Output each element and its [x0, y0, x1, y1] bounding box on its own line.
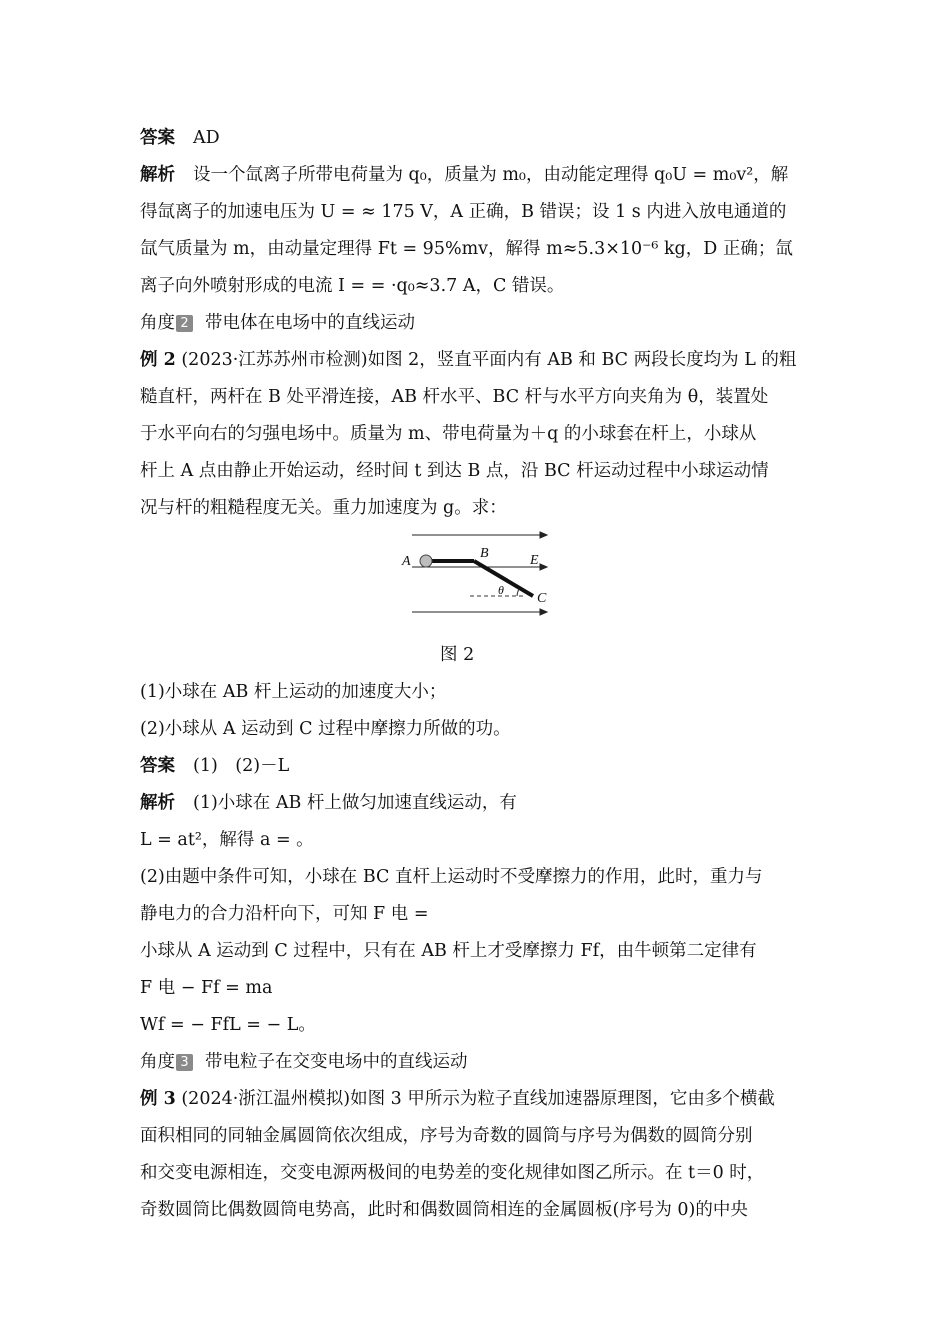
example-2-line-4: 杆上 A 点由静止开始运动，经时间 t 到达 B 点，沿 BC 杆运动过程中小球运动情	[140, 461, 769, 481]
example-label: 例 2	[140, 350, 176, 370]
label-c: C	[537, 591, 547, 606]
analysis-2-line-7: Wf = − FfL = − L。	[140, 1015, 316, 1035]
analysis-2-line-5: 小球从 A 运动到 C 过程中，只有在 AB 杆上才受摩擦力 Ff，由牛顿第二定律有	[140, 941, 757, 961]
analysis-text: (1)小球在 AB 杆上做匀加速直线运动，有	[193, 793, 517, 813]
analysis-1-line-4: 离子向外喷射形成的电流 I = = ·q₀≈3.7 A，C 错误。	[140, 276, 565, 296]
analysis-1-line-2: 得氙离子的加速电压为 U = ≈ 175 V，A 正确，B 错误；设 1 s 内进入放电通道的	[140, 202, 787, 222]
analysis-1-line-1	[140, 163, 820, 187]
field-arrow-middle	[540, 564, 547, 570]
answer-text: (1) (2)－L	[193, 756, 290, 776]
answer-label: 答案	[140, 756, 175, 776]
example-text: (2023·江苏苏州市检测)如图 2，竖直平面内有 AB 和 BC 两段长度均为 L 的粗	[181, 350, 797, 370]
analysis-2-line-4: 静电力的合力沿杆向下，可知 F 电 =	[140, 904, 429, 924]
answer-label: 答案	[140, 128, 175, 148]
analysis-2-line-2: L = at²，解得 a = 。	[140, 830, 314, 850]
label-theta: θ	[498, 583, 504, 597]
field-arrow-top	[540, 532, 547, 538]
angle-3-heading	[140, 1050, 820, 1074]
example-2-line-1	[140, 348, 820, 372]
question-2: (2)小球从 A 运动到 C 过程中摩擦力所做的功。	[140, 719, 511, 739]
example-2-line-5: 况与杆的粗糙程度无关。重力加速度为 g。求：	[140, 498, 507, 518]
angle-prefix: 角度	[140, 313, 175, 333]
answer-2	[140, 754, 820, 778]
example-3-line-1	[140, 1087, 820, 1111]
example-text: (2024·浙江温州模拟)如图 3 甲所示为粒子直线加速器原理图，它由多个横截	[181, 1089, 775, 1109]
example-2-line-3: 于水平向右的匀强电场中。质量为 m、带电荷量为＋q 的小球套在杆上，小球从	[140, 424, 757, 444]
example-label: 例 3	[140, 1089, 176, 1109]
example-3-line-4: 奇数圆筒比偶数圆筒电势高，此时和偶数圆筒相连的金属圆板(序号为 0)的中央	[140, 1200, 748, 1220]
analysis-label: 解析	[140, 165, 175, 185]
figure-2-diagram	[400, 527, 560, 617]
label-a: A	[402, 554, 411, 569]
example-3-line-3: 和交变电源相连，交变电源两极间的电势差的变化规律如图乙所示。在 t＝0 时，	[140, 1163, 765, 1183]
field-arrow-bottom	[540, 609, 547, 615]
angle-2-heading	[140, 311, 820, 335]
analysis-2-line-3: (2)由题中条件可知，小球在 BC 直杆上运动时不受摩擦力的作用，此时，重力与	[140, 867, 763, 887]
angle-number-badge: 3	[176, 1054, 193, 1071]
figure-2-caption: 图 2	[440, 645, 475, 665]
angle-title: 带电粒子在交变电场中的直线运动	[205, 1052, 468, 1072]
analysis-2-line-6: F 电 − Ff = ma	[140, 978, 273, 998]
example-3-line-2: 面积相同的同轴金属圆筒依次组成，序号为奇数的圆筒与序号为偶数的圆筒分别	[140, 1126, 753, 1146]
angle-arc	[517, 589, 519, 596]
answer-1	[140, 126, 820, 150]
question-1: (1)小球在 AB 杆上运动的加速度大小；	[140, 682, 447, 702]
answer-text: AD	[193, 128, 220, 148]
analysis-text: 设一个氙离子所带电荷量为 q₀，质量为 m₀，由动能定理得 q₀U = m₀v²，解	[193, 165, 789, 185]
label-b: B	[480, 546, 489, 561]
angle-number-badge: 2	[176, 315, 193, 332]
label-e: E	[530, 553, 539, 568]
angle-title: 带电体在电场中的直线运动	[205, 313, 415, 333]
analysis-label: 解析	[140, 793, 175, 813]
analysis-2-line-1	[140, 791, 820, 815]
analysis-1-line-3: 氙气质量为 m，由动量定理得 Ft = 95%mv，解得 m≈5.3×10⁻⁶ kg，D 正确；氙	[140, 239, 793, 259]
charged-ball	[420, 555, 432, 567]
example-2-line-2: 糙直杆，两杆在 B 处平滑连接，AB 杆水平、BC 杆与水平方向夹角为 θ，装置处	[140, 387, 769, 407]
angle-prefix: 角度	[140, 1052, 175, 1072]
